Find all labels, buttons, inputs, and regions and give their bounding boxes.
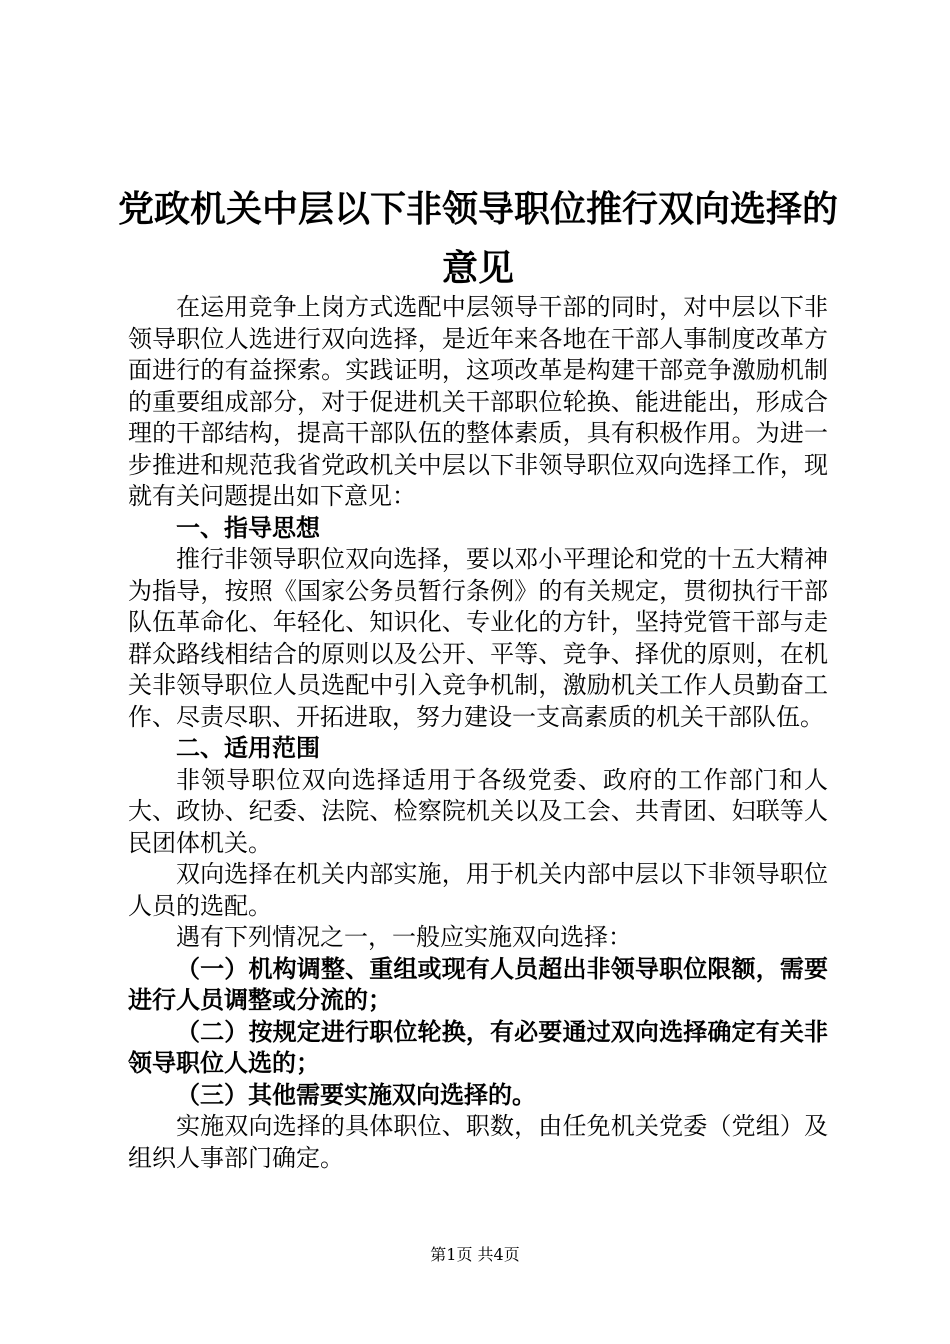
section-heading-scope: 二、适用范围 — [176, 734, 320, 762]
document-title-line2: 意见 — [441, 248, 514, 289]
list-item: （三）其他需要实施双向选择的。 — [176, 1080, 536, 1109]
page-footer: 第1页 共4页 — [430, 1245, 520, 1264]
body-paragraph: 推行非领导职位双向选择，要以邓小平理论和党的十五大精神为指导，按照《国家公务员暂行条例》的有关规定，贯彻执行干部队伍革命化、年轻化、知识化、专业化的方针，坚持党管干部与走群众路线相结合的原则以及公开、平等、竞争、择优的原则，在机关非领导职位人员选配中引入竞争机制，激励机关工作人员勤奋工作、尽责尽职、开拓进取，努力建设一支高素质的机关干部队伍。 — [128, 545, 828, 731]
document-title-line1: 党政机关中层以下非领导职位推行双向选择的 — [118, 189, 839, 230]
intro-paragraph: 在运用竞争上岗方式选配中层领导干部的同时，对中层以下非领导职位人选进行双向选择，是近年来各地在干部人事制度改革方面进行的有益探索。实践证明，这项改革是构建干部竞争激励机制的重要组成部分，对于促进机关干部职位轮换、能进能出，形成合理的干部结构，提高干部队伍的整体素质，具有积极作用。为进一步推进和规范我省党政机关中层以下非领导职位双向选择工作，现就有关问题提出如下意见： — [128, 293, 828, 510]
body-paragraph: 非领导职位双向选择适用于各级党委、政府的工作部门和人大、政协、纪委、法院、检察院机关以及工会、共青团、妇联等人民团体机关。 — [128, 765, 828, 857]
list-item: （二）按规定进行职位轮换，有必要通过双向选择确定有关非领导职位人选的； — [128, 1017, 828, 1077]
list-item: （一）机构调整、重组或现有人员超出非领导职位限额，需要进行人员调整或分流的； — [128, 954, 828, 1014]
body-paragraph: 遇有下列情况之一，一般应实施双向选择： — [176, 923, 632, 951]
section-heading-guiding-principle: 一、指导思想 — [176, 513, 320, 542]
document-body — [128, 292, 828, 1174]
body-paragraph: 双向选择在机关内部实施，用于机关内部中层以下非领导职位人员的选配。 — [128, 860, 828, 920]
body-paragraph: 实施双向选择的具体职位、职数，由任免机关党委（党组）及组织人事部门确定。 — [128, 1112, 828, 1172]
